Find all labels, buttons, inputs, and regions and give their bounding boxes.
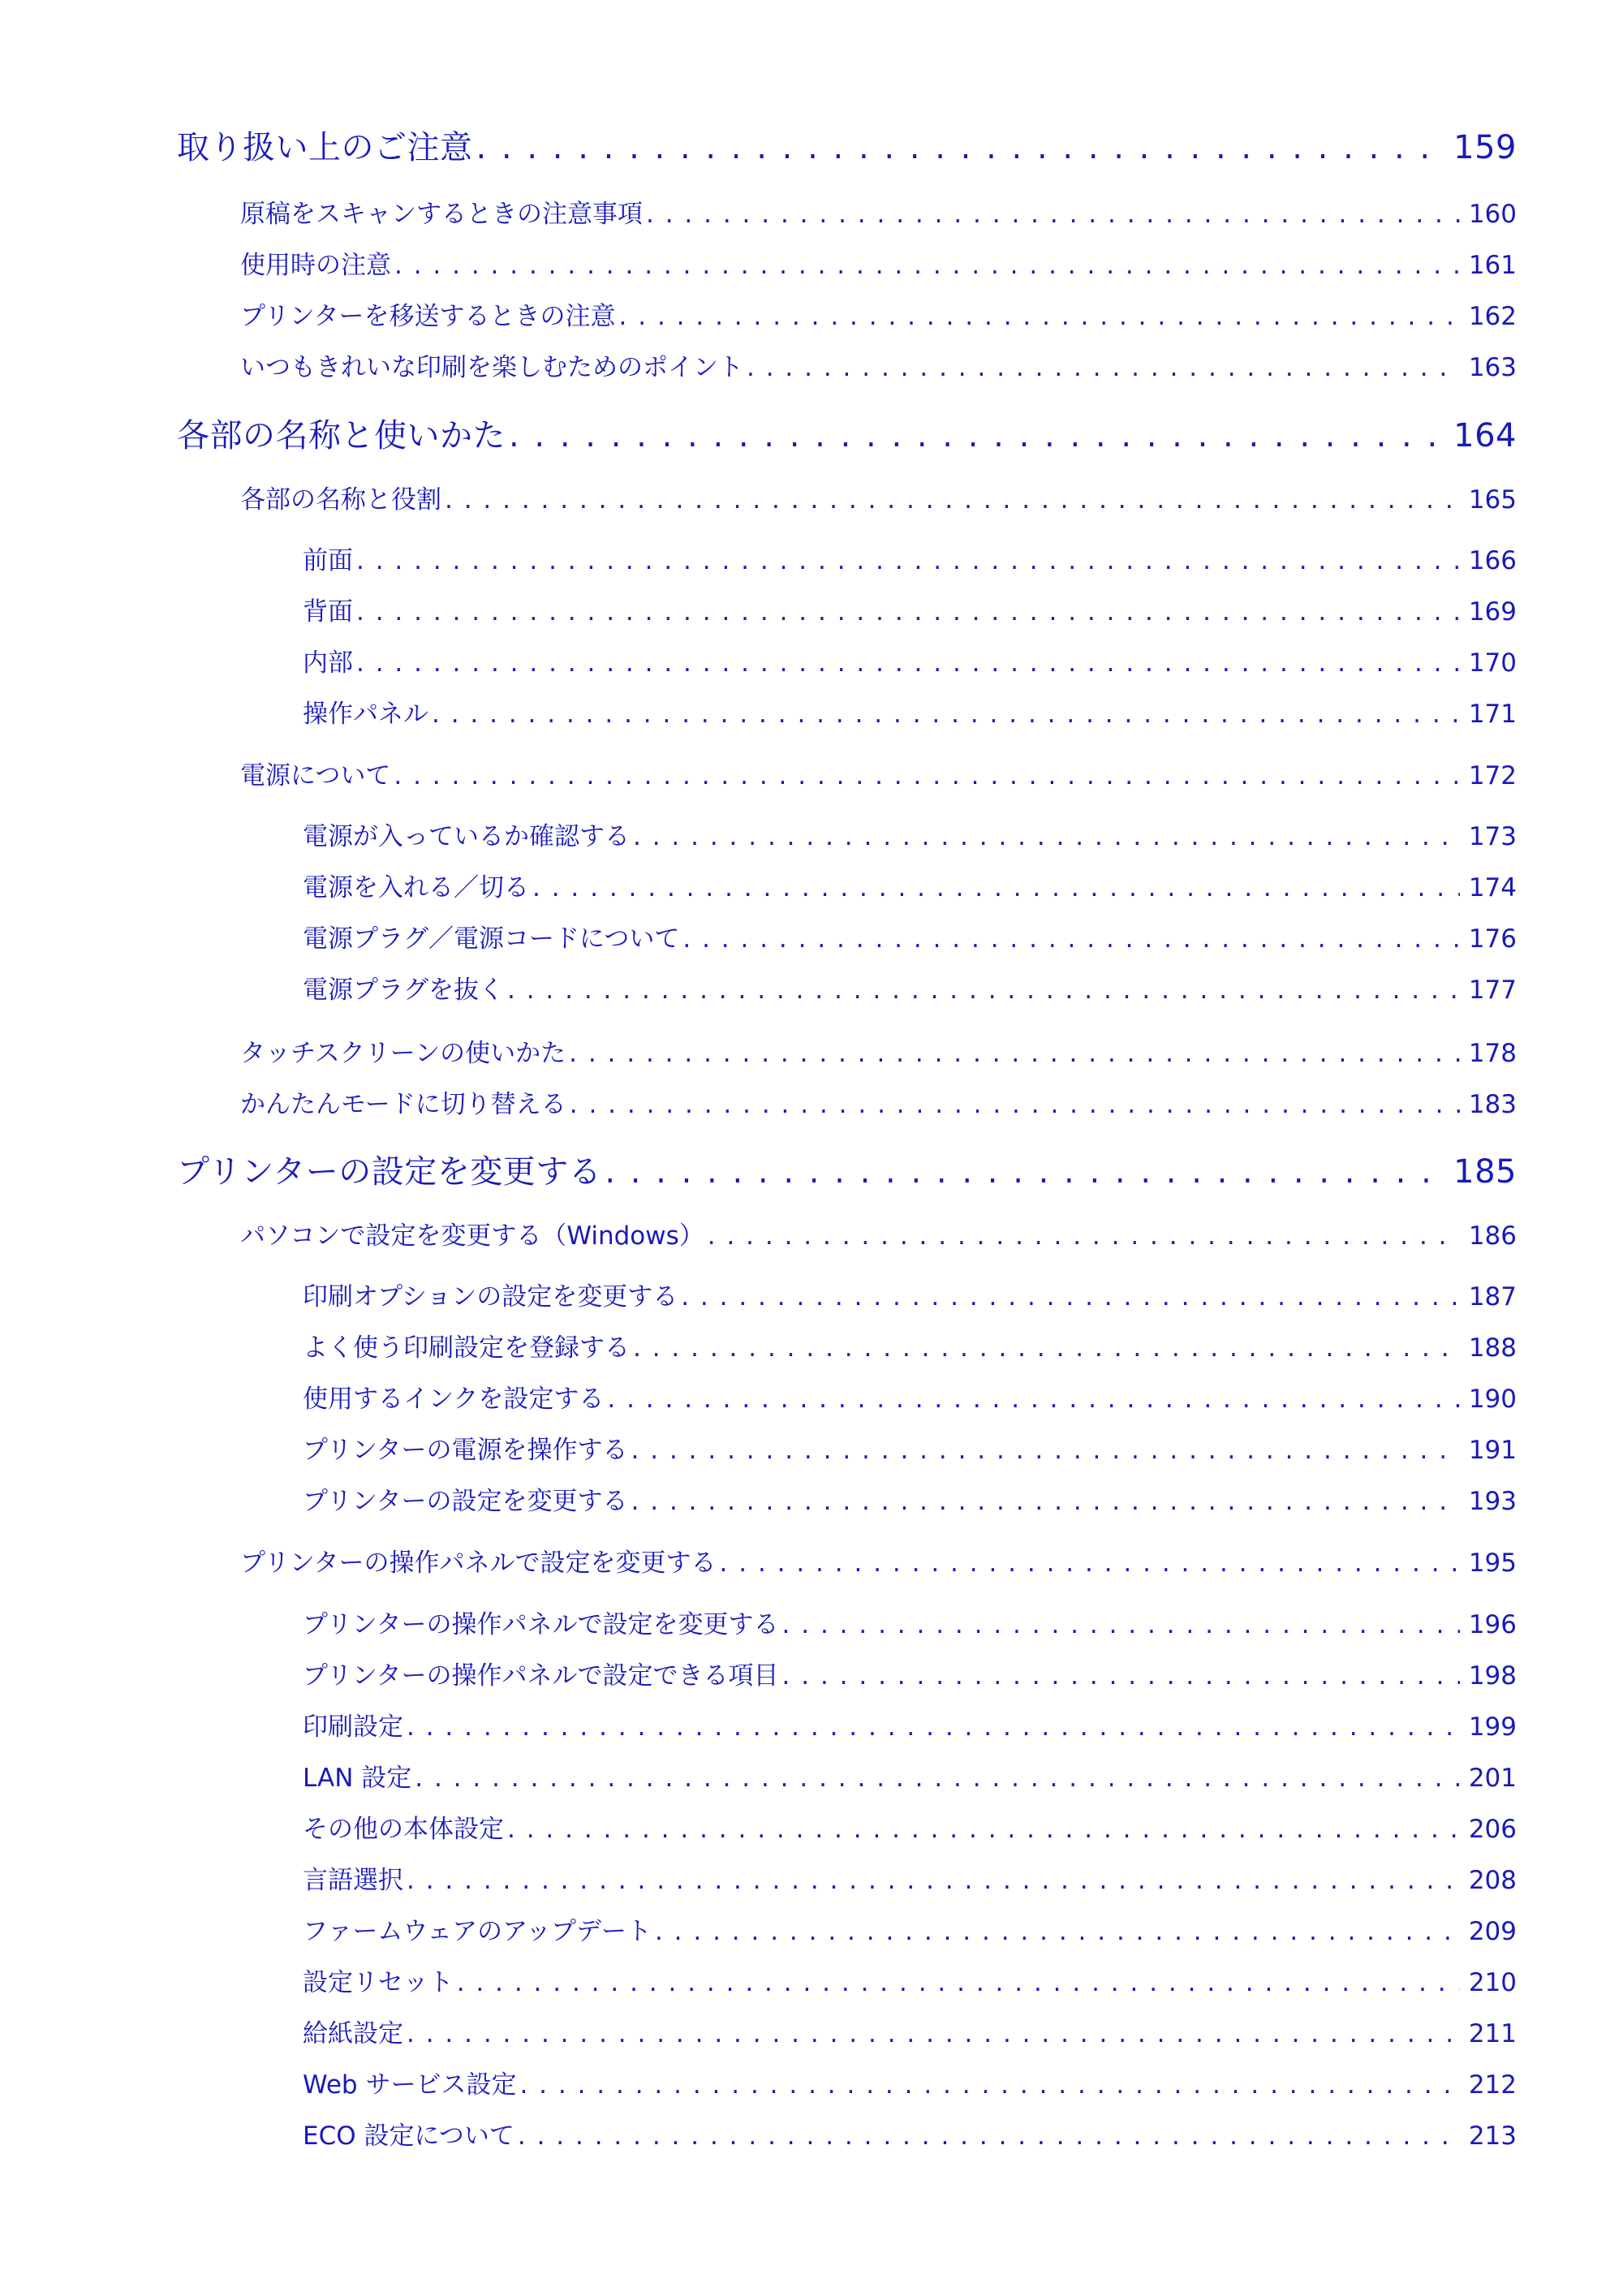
toc-entry-title: かんたんモードに切り替える bbox=[240, 1090, 566, 1119]
dot-leader bbox=[643, 200, 1460, 229]
dot-leader bbox=[390, 761, 1460, 790]
toc-entry-page-number: 195 bbox=[1468, 1549, 1517, 1578]
dot-leader bbox=[628, 1436, 1460, 1465]
dot-leader bbox=[630, 822, 1460, 851]
toc-subsection-entry[interactable] bbox=[303, 2013, 1517, 2049]
dot-leader bbox=[652, 1917, 1460, 1946]
toc-entry-title: 原稿をスキャンするときの注意事項 bbox=[240, 200, 643, 229]
toc-entry-page-number: 164 bbox=[1453, 417, 1517, 454]
toc-entry-page-number: 166 bbox=[1468, 546, 1517, 575]
toc-entry-page-number: 198 bbox=[1468, 1661, 1517, 1691]
toc-subsection-entry[interactable] bbox=[303, 969, 1517, 1006]
toc-entry-title: よく使う印刷設定を登録する bbox=[303, 1333, 630, 1363]
toc-entry-page-number: 206 bbox=[1468, 1815, 1517, 1844]
toc-subsection-entry[interactable] bbox=[303, 642, 1517, 678]
toc-entry-title: 印刷オプションの設定を変更する bbox=[303, 1282, 678, 1312]
toc-entry-title: 各部の名称と役割 bbox=[240, 485, 441, 515]
toc-entry-title: プリンターの電源を操作する bbox=[303, 1436, 628, 1465]
toc-entry-title: プリンターの設定を変更する bbox=[303, 1487, 628, 1516]
dot-leader bbox=[604, 1385, 1460, 1414]
toc-entry-page-number: 183 bbox=[1468, 1090, 1517, 1119]
toc-section-entry[interactable] bbox=[240, 193, 1517, 230]
dot-leader bbox=[743, 353, 1460, 382]
toc-entry-page-number: 176 bbox=[1468, 924, 1517, 954]
toc-entry-title: タッチスクリーンの使いかた bbox=[240, 1039, 566, 1068]
toc-entry-title: 電源を入れる／切る bbox=[303, 873, 529, 902]
toc-entry-page-number: 177 bbox=[1468, 976, 1517, 1005]
toc-entry-page-number: 165 bbox=[1468, 485, 1517, 515]
toc-section-entry[interactable] bbox=[240, 1542, 1517, 1579]
toc-entry-title: ファームウェアのアップデート bbox=[303, 1917, 652, 1946]
toc-entry-page-number: 209 bbox=[1468, 1917, 1517, 1946]
dot-leader bbox=[628, 1487, 1460, 1516]
toc-entry-title: 電源が入っているか確認する bbox=[303, 822, 630, 851]
toc-entry-title: ECO 設定について bbox=[303, 2122, 514, 2151]
toc-entry-title: 前面 bbox=[303, 546, 353, 575]
toc-subsection-entry[interactable] bbox=[303, 816, 1517, 852]
toc-entry-page-number: 190 bbox=[1468, 1385, 1517, 1414]
toc-chapter-entry[interactable] bbox=[177, 1146, 1517, 1192]
toc-entry-page-number: 171 bbox=[1468, 700, 1517, 729]
toc-entry-title: 給紙設定 bbox=[303, 2019, 403, 2048]
toc-section-entry[interactable] bbox=[240, 1215, 1517, 1251]
toc-entry-page-number: 160 bbox=[1468, 200, 1517, 229]
dot-leader bbox=[779, 1661, 1460, 1691]
toc-entry-page-number: 208 bbox=[1468, 1866, 1517, 1895]
toc-subsection-entry[interactable] bbox=[303, 918, 1517, 954]
toc-chapter-entry[interactable] bbox=[177, 122, 1517, 168]
toc-entry-title: プリンターの操作パネルで設定できる項目 bbox=[303, 1661, 779, 1691]
toc-section-entry[interactable] bbox=[240, 295, 1517, 332]
dot-leader bbox=[630, 1333, 1460, 1363]
dot-leader bbox=[516, 2070, 1460, 2100]
toc-entry-page-number: 172 bbox=[1468, 761, 1517, 790]
toc-entry-page-number: 196 bbox=[1468, 1610, 1517, 1639]
dot-leader bbox=[353, 597, 1460, 627]
dot-leader bbox=[504, 1815, 1460, 1844]
dot-leader bbox=[403, 1712, 1460, 1742]
toc-entry-page-number: 163 bbox=[1468, 353, 1517, 382]
dot-leader bbox=[679, 924, 1460, 954]
toc-entry-page-number: 173 bbox=[1468, 822, 1517, 851]
toc-subsection-entry[interactable] bbox=[303, 591, 1517, 627]
toc-subsection-entry[interactable] bbox=[303, 1655, 1517, 1691]
toc-subsection-entry[interactable] bbox=[303, 1276, 1517, 1312]
dot-leader bbox=[504, 976, 1460, 1005]
toc-entry-page-number: 186 bbox=[1468, 1221, 1517, 1251]
toc-subsection-entry[interactable] bbox=[303, 1378, 1517, 1415]
toc-subsection-entry[interactable] bbox=[303, 1327, 1517, 1363]
dot-leader bbox=[616, 302, 1460, 331]
toc-entry-page-number: 174 bbox=[1468, 873, 1517, 902]
toc-entry-page-number: 159 bbox=[1453, 129, 1517, 166]
toc-entry-title: いつもきれいな印刷を楽しむためのポイント bbox=[240, 353, 743, 382]
toc-section-entry[interactable] bbox=[240, 244, 1517, 281]
toc-section-entry[interactable] bbox=[240, 755, 1517, 791]
toc-section-entry[interactable] bbox=[240, 1032, 1517, 1069]
toc-entry-page-number: 169 bbox=[1468, 597, 1517, 627]
toc-subsection-entry[interactable] bbox=[303, 693, 1517, 730]
toc-entry-page-number: 211 bbox=[1468, 2019, 1517, 2048]
toc-subsection-entry[interactable] bbox=[303, 1859, 1517, 1896]
dot-leader bbox=[454, 1968, 1460, 1997]
toc-entry-title: 電源プラグ／電源コードについて bbox=[303, 924, 680, 954]
dot-leader bbox=[566, 1039, 1460, 1068]
dot-leader bbox=[566, 1090, 1460, 1119]
dot-leader bbox=[353, 546, 1460, 575]
toc-entry-page-number: 191 bbox=[1468, 1436, 1517, 1465]
toc-entry-page-number: 161 bbox=[1468, 251, 1517, 280]
toc-subsection-entry[interactable] bbox=[303, 2115, 1517, 2152]
dot-leader bbox=[428, 700, 1460, 729]
dot-leader bbox=[473, 129, 1444, 166]
toc-section-entry[interactable] bbox=[240, 479, 1517, 515]
toc-entry-title: プリンターを移送するときの注意 bbox=[240, 302, 616, 331]
toc-subsection-entry[interactable] bbox=[303, 1480, 1517, 1517]
dot-leader bbox=[391, 251, 1460, 280]
toc-entry-page-number: 170 bbox=[1468, 648, 1517, 678]
toc-subsection-entry[interactable] bbox=[303, 1962, 1517, 1998]
toc-entry-page-number: 210 bbox=[1468, 1968, 1517, 1997]
toc-entry-title: 印刷設定 bbox=[303, 1712, 403, 1742]
toc-section-entry[interactable] bbox=[240, 347, 1517, 383]
toc-entry-page-number: 199 bbox=[1468, 1712, 1517, 1742]
toc-entry-title: 内部 bbox=[303, 648, 353, 678]
toc-entry-title: プリンターの操作パネルで設定を変更する bbox=[303, 1610, 779, 1639]
dot-leader bbox=[403, 2019, 1460, 2048]
toc-entry-title: LAN 設定 bbox=[303, 1764, 412, 1793]
toc-entry-page-number: 193 bbox=[1468, 1487, 1517, 1516]
toc-entry-title: 使用時の注意 bbox=[240, 251, 391, 280]
toc-entry-page-number: 185 bbox=[1453, 1153, 1517, 1191]
toc-entry-title: 使用するインクを設定する bbox=[303, 1385, 605, 1414]
dot-leader bbox=[441, 485, 1460, 515]
toc-entry-title: 取り扱い上のご注意 bbox=[177, 129, 473, 166]
dot-leader bbox=[678, 1282, 1460, 1312]
toc-entry-title: Web サービス設定 bbox=[303, 2070, 517, 2100]
toc-entry-title: 電源について bbox=[240, 761, 391, 790]
dot-leader bbox=[353, 648, 1460, 678]
toc-entry-page-number: 188 bbox=[1468, 1333, 1517, 1363]
dot-leader bbox=[403, 1866, 1460, 1895]
toc-subsection-entry[interactable] bbox=[303, 1910, 1517, 1947]
toc-subsection-entry[interactable] bbox=[303, 1706, 1517, 1742]
toc-subsection-entry[interactable] bbox=[303, 2064, 1517, 2100]
toc-entry-title: 言語選択 bbox=[303, 1866, 403, 1895]
toc-entry-title: 設定リセット bbox=[303, 1968, 454, 1997]
toc-subsection-entry[interactable] bbox=[303, 1808, 1517, 1845]
dot-leader bbox=[717, 1549, 1460, 1578]
toc-entry-title: パソコンで設定を変更する（Windows） bbox=[240, 1221, 704, 1251]
toc-entry-title: プリンターの設定を変更する bbox=[177, 1153, 602, 1191]
dot-leader bbox=[704, 1221, 1460, 1251]
toc-entry-page-number: 178 bbox=[1468, 1039, 1517, 1068]
toc-subsection-entry[interactable] bbox=[303, 867, 1517, 903]
toc-entry-page-number: 162 bbox=[1468, 302, 1517, 331]
toc-entry-title: 背面 bbox=[303, 597, 353, 627]
toc-section-entry[interactable] bbox=[240, 1083, 1517, 1120]
toc-entry-page-number: 201 bbox=[1468, 1764, 1517, 1793]
toc-entry-page-number: 213 bbox=[1468, 2122, 1517, 2151]
toc-chapter-entry[interactable] bbox=[177, 410, 1517, 456]
toc-subsection-entry[interactable] bbox=[303, 1757, 1517, 1794]
dot-leader bbox=[514, 2122, 1460, 2151]
dot-leader bbox=[779, 1610, 1460, 1639]
toc-entry-page-number: 212 bbox=[1468, 2070, 1517, 2100]
dot-leader bbox=[506, 417, 1444, 454]
toc-entry-title: プリンターの操作パネルで設定を変更する bbox=[240, 1549, 717, 1578]
dot-leader bbox=[411, 1764, 1460, 1793]
toc-entry-title: 各部の名称と使いかた bbox=[177, 417, 506, 454]
toc-subsection-entry[interactable] bbox=[303, 540, 1517, 576]
toc-subsection-entry[interactable] bbox=[303, 1604, 1517, 1640]
dot-leader bbox=[601, 1153, 1444, 1191]
toc-entry-title: 操作パネル bbox=[303, 700, 428, 729]
toc-entry-title: 電源プラグを抜く bbox=[303, 976, 504, 1005]
toc-entry-title: その他の本体設定 bbox=[303, 1815, 504, 1844]
toc-subsection-entry[interactable] bbox=[303, 1429, 1517, 1466]
dot-leader bbox=[529, 873, 1460, 902]
toc-entry-page-number: 187 bbox=[1468, 1282, 1517, 1312]
